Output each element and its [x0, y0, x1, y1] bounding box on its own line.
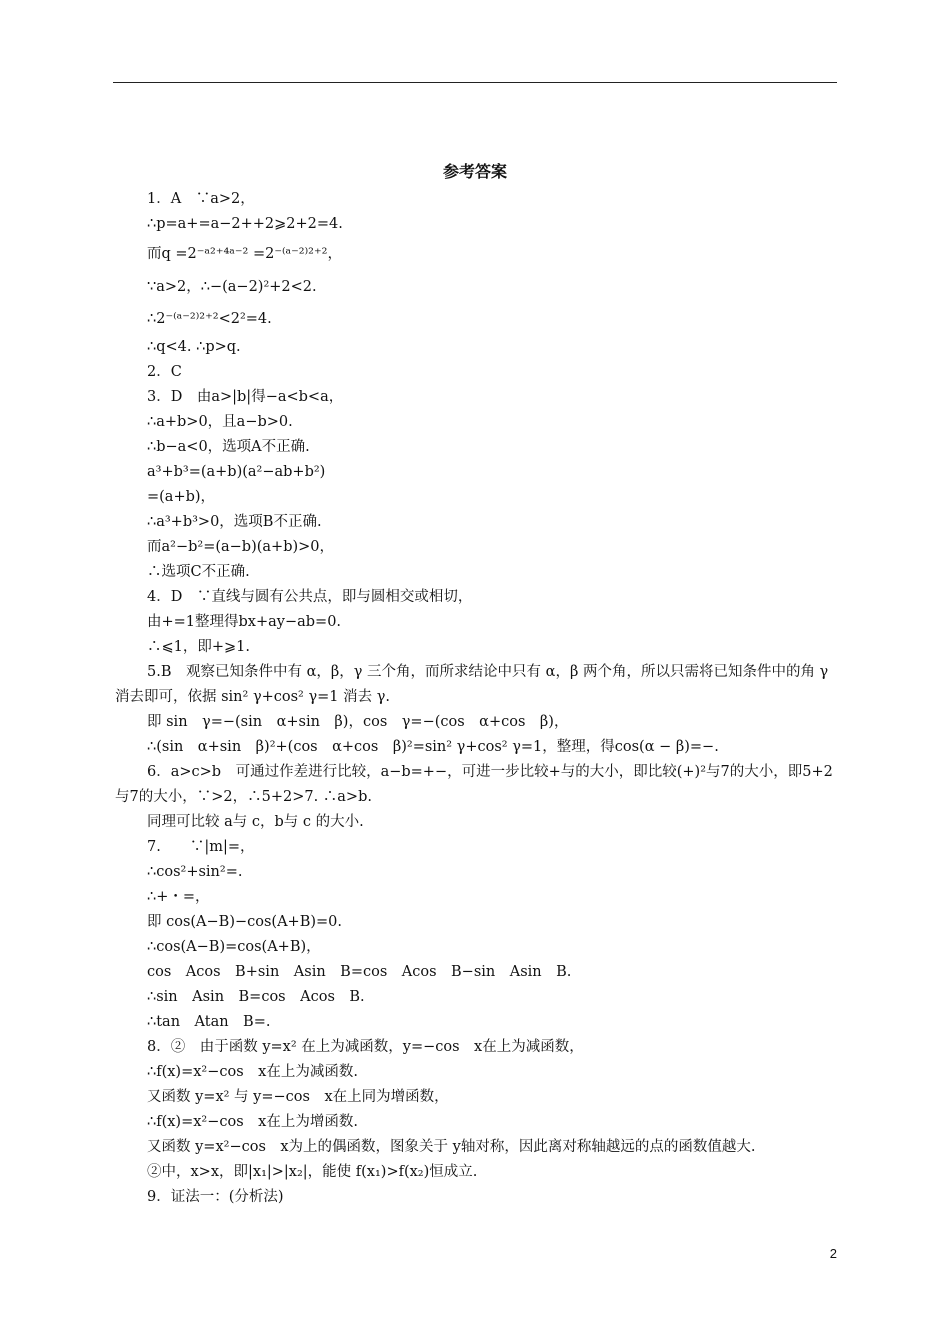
- text-line: ②中，x>x，即|x₁|>|x₂|，能使 f(x₁)>f(x₂)恒成立.: [147, 1164, 478, 1180]
- answer-body: [115, 187, 837, 1210]
- text-line: 4．D ∵直线与圆有公共点，即与圆相交或相切，: [147, 589, 473, 605]
- text-line: ∴选项C不正确.: [147, 564, 250, 580]
- text-line: ∴cos(A−B)=cos(A+B)，: [147, 939, 321, 955]
- text-line: ∴b−a<0，选项A不正确.: [147, 439, 310, 455]
- text-line: 3．D 由a>|b|得−a<b<a，: [147, 389, 344, 405]
- text-line: 又函数 y=x² 与 y=−cos x在上同为增函数，: [147, 1089, 449, 1105]
- text-line: ∴sin Asin B=cos Acos B.: [147, 989, 365, 1005]
- text-line: 由+=1整理得bx+ay−ab=0.: [147, 614, 342, 630]
- header-rule: [113, 82, 837, 83]
- text-paragraph: 6．a>c>b 可通过作差进行比较，a−b=+−，可进一步比较+与的大小，即比较(+)²与7的大小，即5+2与7的大小，∵>2，∴5+2>7. ∴a>b.: [115, 764, 833, 805]
- text-line: 而a²−b²=(a−b)(a+b)>0，: [147, 539, 335, 555]
- text-line: ∴f(x)=x²−cos x在上为减函数.: [147, 1064, 358, 1080]
- text-line: 8．② 由于函数 y=x² 在上为减函数，y=−cos x在上为减函数，: [147, 1039, 584, 1055]
- text-line: 而q =2⁻ᵃ²⁺⁴ᵃ⁻² =2⁻⁽ᵃ⁻²⁾²⁺²，: [147, 246, 342, 262]
- text-line: cos Acos B+sin Asin B=cos Acos B−sin Asin B.: [147, 964, 572, 980]
- text-line: ∴a+b>0，且a−b>0.: [147, 414, 293, 430]
- text-line: ∴2⁻⁽ᵃ⁻²⁾²⁺²<2²=4.: [147, 311, 272, 327]
- text-line: ∴+・=，: [147, 889, 210, 905]
- text-line: 2．C: [147, 364, 182, 380]
- text-line: ∴f(x)=x²−cos x在上为增函数.: [147, 1114, 358, 1130]
- page-number: 2: [829, 1246, 837, 1261]
- text-line: ∴p=a+=a−2++2⩾2+2=4.: [147, 216, 343, 232]
- text-line: ∵a>2，∴−(a−2)²+2<2.: [147, 279, 317, 295]
- text-line: 即 sin γ=−(sin α+sin β)，cos γ=−(cos α+cos β)，: [147, 714, 569, 730]
- page-title: 参考答案: [442, 162, 507, 181]
- text-line: =(a+b)，: [147, 489, 216, 505]
- text-line: 7. ∵|m|=，: [147, 839, 255, 855]
- text-line: a³+b³=(a+b)(a²−ab+b²): [147, 464, 326, 480]
- text-line: 同理可比较 a与 c，b与 c 的大小.: [147, 814, 364, 830]
- text-paragraph: 5.B 观察已知条件中有 α，β，γ 三个角，而所求结论中只有 α，β 两个角，所以只需将已知条件中的角 γ 消去即可，依据 sin² γ+cos² γ=1 消去 γ.: [115, 664, 829, 705]
- text-line: ∴⩽1，即+⩾1.: [147, 639, 251, 655]
- text-line: 1．A ∵a>2，: [147, 191, 255, 207]
- text-line: ∴a³+b³>0，选项B不正确.: [147, 514, 322, 530]
- text-line: 9．证法一：(分析法): [147, 1189, 284, 1205]
- text-line: ∴cos²+sin²=.: [147, 864, 243, 880]
- text-line: ∴(sin α+sin β)²+(cos α+cos β)²=sin² γ+cos² γ=1，整理，得cos(α − β)=−.: [147, 739, 719, 755]
- text-line: 即 cos(A−B)−cos(A+B)=0.: [147, 914, 343, 930]
- text-line: ∴tan Atan B=.: [147, 1014, 271, 1030]
- text-line: ∴q<4. ∴p>q.: [147, 339, 241, 355]
- text-line: 又函数 y=x²−cos x为上的偶函数，图象关于 y轴对称，因此离对称轴越远的点的函数值越大.: [147, 1139, 756, 1155]
